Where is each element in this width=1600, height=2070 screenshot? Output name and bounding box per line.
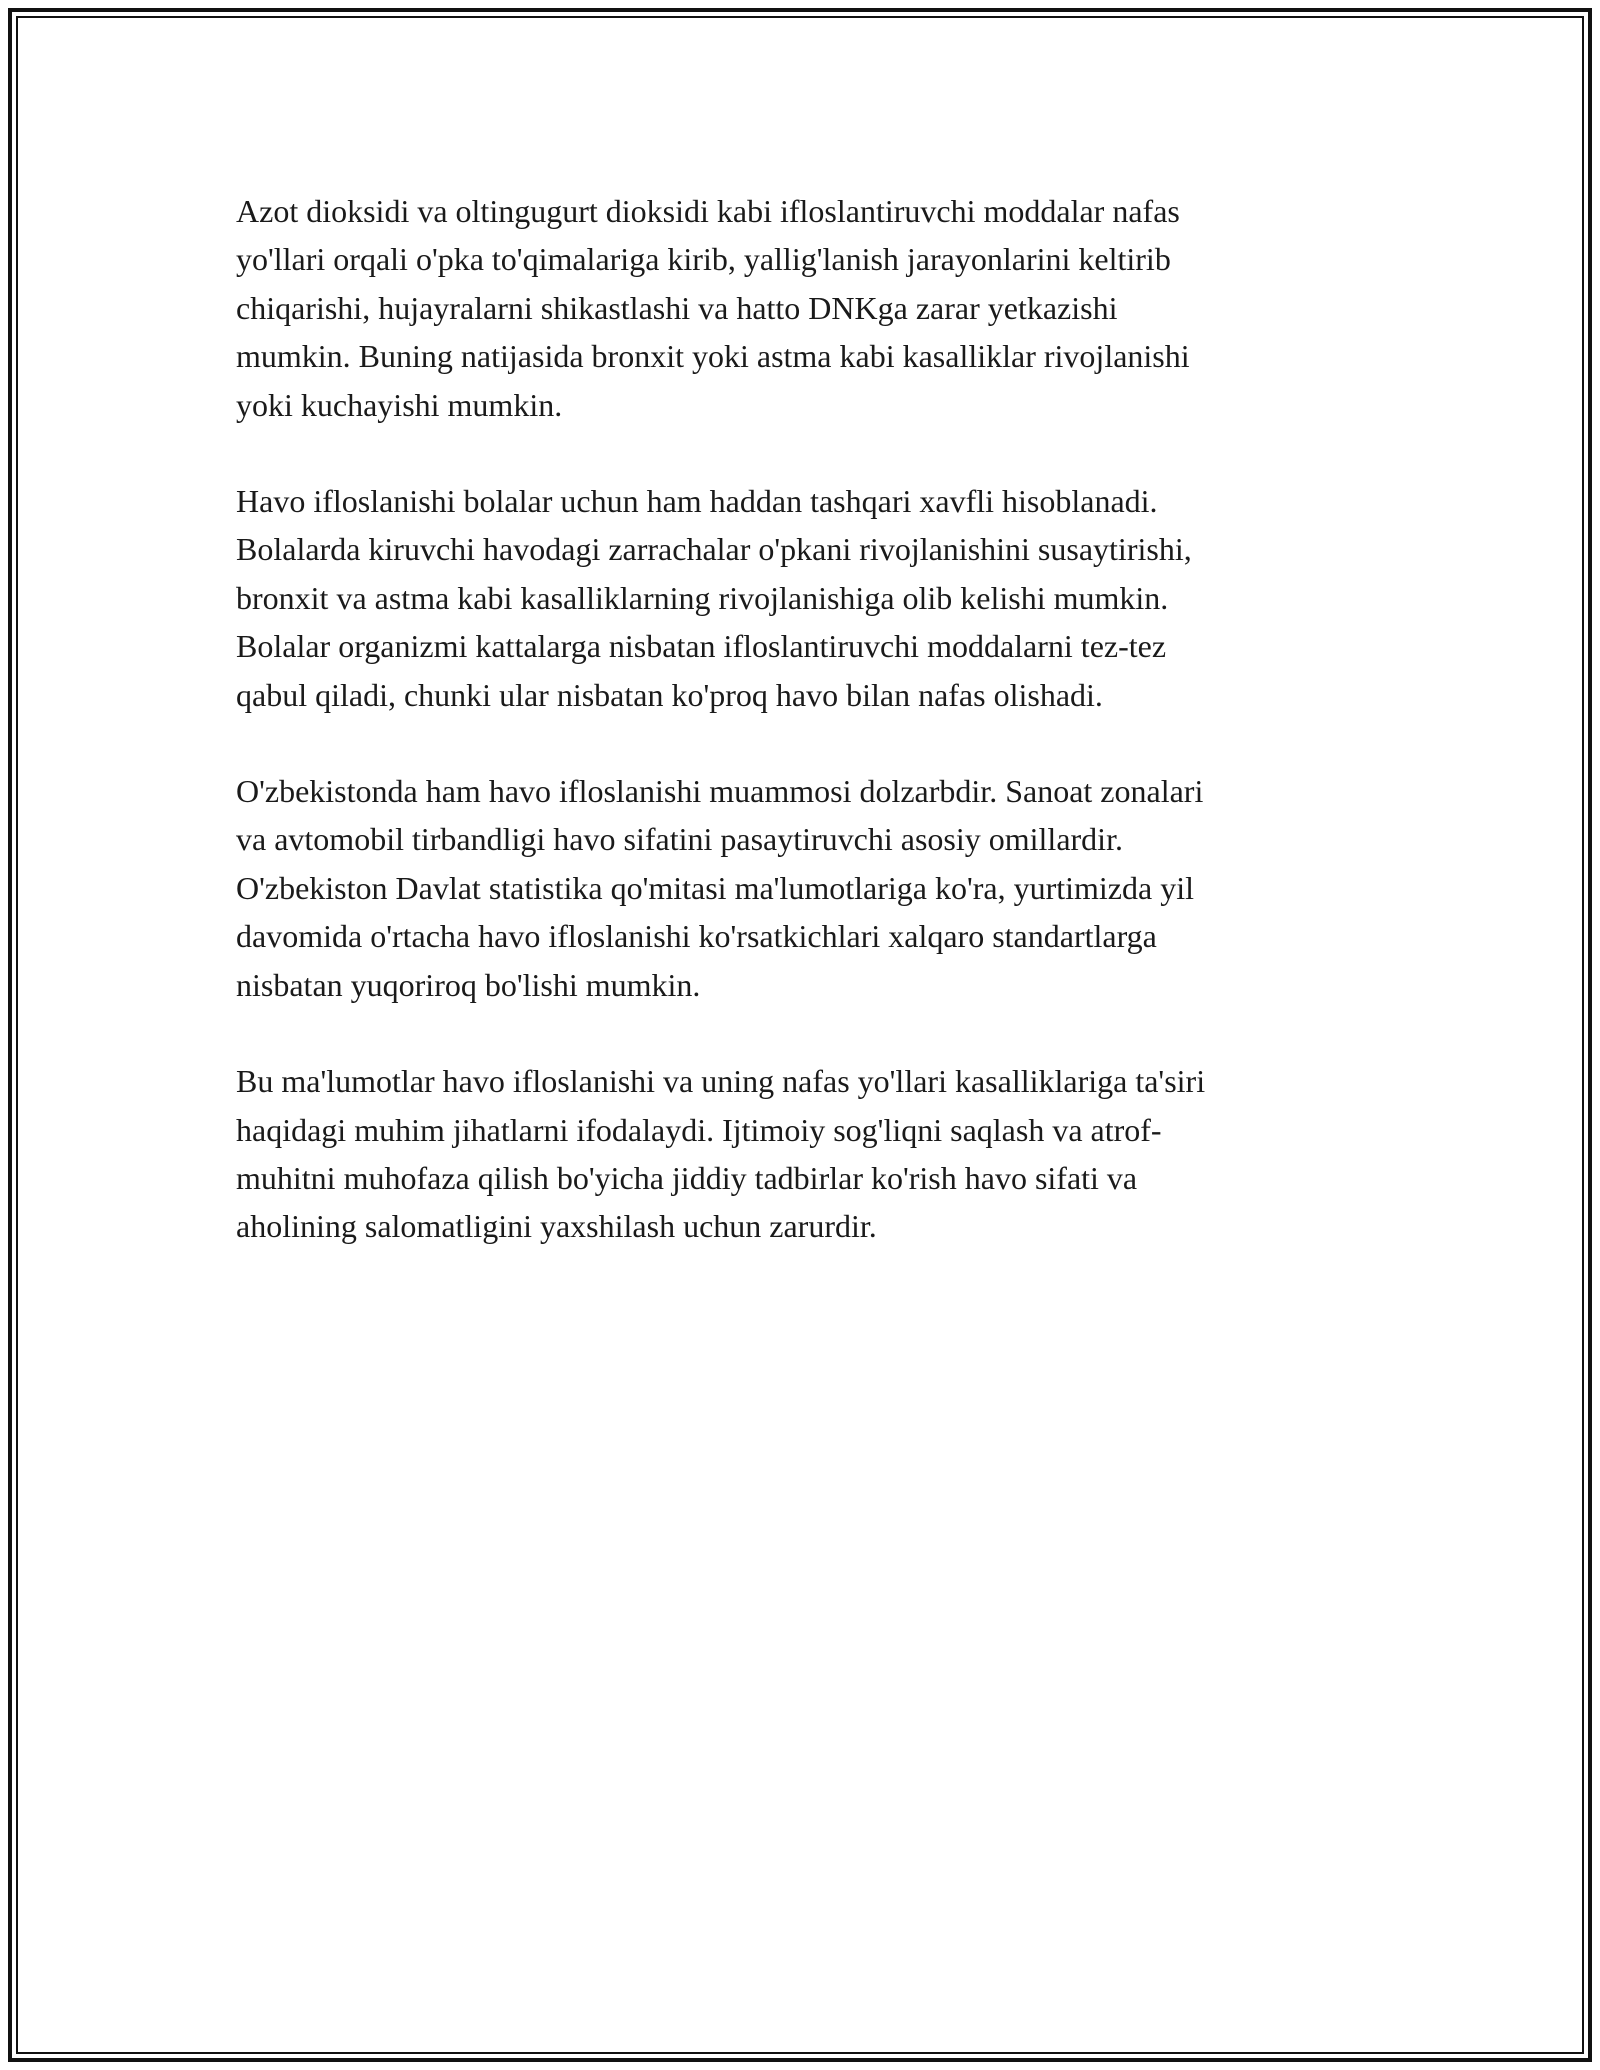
text-line: Bu ma'lumotlar havo ifloslanishi va uning nafas yo'llari kasalliklariga ta'siri xyxy=(236,1063,1206,1100)
paragraph-respiratory-effects xyxy=(236,187,1366,429)
text-line: aholining salomatligini yaxshilash uchun zarurdir. xyxy=(236,1208,877,1245)
text-line: va avtomobil tirbandligi havo sifatini pasaytiruvchi asosiy omillardir. xyxy=(236,821,1123,858)
text-line: nisbatan yuqoriroq bo'lishi mumkin. xyxy=(236,966,701,1003)
text-line: O'zbekistonda ham havo ifloslanishi muammosi dolzarbdir. Sanoat zonalari xyxy=(236,773,1204,810)
text-line: davomida o'rtacha havo ifloslanishi ko'rsatkichlari xalqaro standartlarga xyxy=(236,918,1157,955)
paragraph-uzbekistan xyxy=(236,767,1366,1009)
text-line: bronxit va astma kabi kasalliklarning rivojlanishiga olib kelishi mumkin. xyxy=(236,579,1169,616)
text-line: Bolalar organizmi kattalarga nisbatan ifloslantiruvchi moddalarni tez-tez xyxy=(236,628,1167,665)
text-line: mumkin. Buning natijasida bronxit yoki astma kabi kasalliklar rivojlanishi xyxy=(236,338,1190,375)
paragraph-conclusion xyxy=(236,1057,1366,1251)
text-line: chiqarishi, hujayralarni shikastlashi va hatto DNKga zarar yetkazishi xyxy=(236,289,1118,326)
text-line: muhitni muhofaza qilish bo'yicha jiddiy tadbirlar ko'rish havo sifati va xyxy=(236,1159,1138,1196)
text-line: Bolalarda kiruvchi havodagi zarrachalar o'pkani rivojlanishini susaytirishi, xyxy=(236,531,1192,568)
text-line: Azot dioksidi va oltingugurt dioksidi kabi ifloslantiruvchi moddalar nafas xyxy=(236,193,1180,229)
paragraph-children-risk xyxy=(236,477,1366,719)
text-line: yo'llari orqali o'pka to'qimalariga kirib, yallig'lanish jarayonlarini keltirib xyxy=(236,241,1171,278)
text-line: haqidagi muhim jihatlarni ifodalaydi. Ijtimoiy sog'liqni saqlash va atrof- xyxy=(236,1111,1162,1148)
document-body xyxy=(236,187,1366,1299)
text-line: O'zbekiston Davlat statistika qo'mitasi ma'lumotlariga ko'ra, yurtimizda yil xyxy=(236,869,1194,906)
text-line: yoki kuchayishi mumkin. xyxy=(236,386,563,423)
text-line: Havo ifloslanishi bolalar uchun ham haddan tashqari xavfli hisoblanadi. xyxy=(236,483,1158,520)
text-line: qabul qiladi, chunki ular nisbatan ko'proq havo bilan nafas olishadi. xyxy=(236,676,1103,713)
